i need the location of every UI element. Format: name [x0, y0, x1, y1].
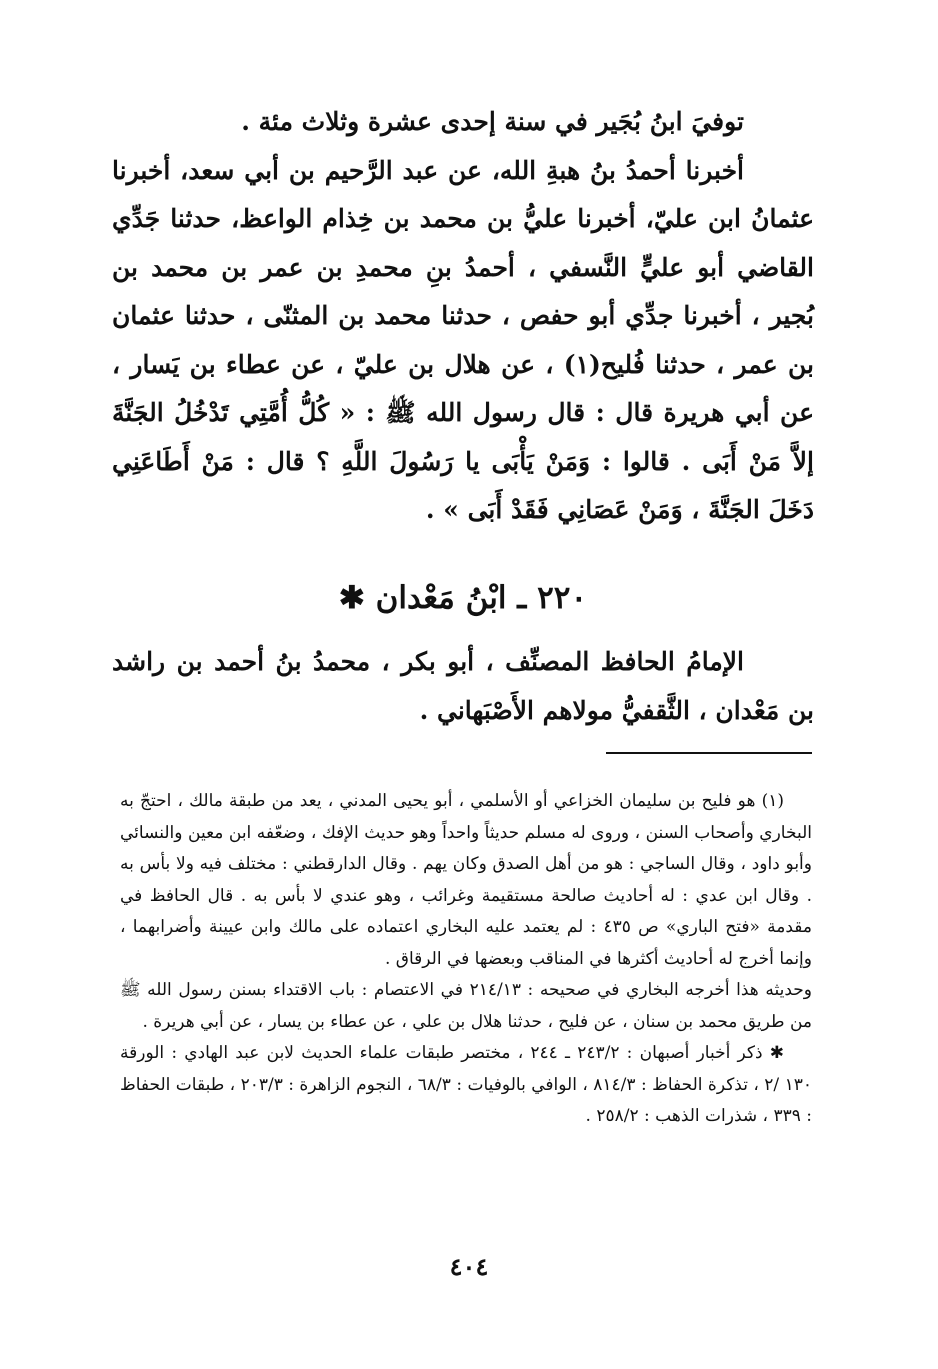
death-note-paragraph: توفيَ ابنُ بُجَير في سنة إحدى عشرة وثلاث مئة . [241, 107, 744, 136]
footnote-1-continuation: وحديثه هذا أخرجه البخاري في صحيحه : ٢١٤/١٣ في الاعتصام : باب الاقتداء بسنن رسول الله ﷺ من طريق محمد بن سنان ، عن فليح ، حدثنا هلال بن علي ، عن عطاء بن يسار ، عن أبي هريرة . [120, 980, 812, 1032]
main-text [112, 98, 814, 535]
section-heading: ٢٢٠ ـ ابْنُ مَعْدان ✱ [338, 580, 588, 616]
footnote-star-sources: ✱ ذكر أخبار أصبهان : ٢٤٣/٢ ـ ٢٤٤ ، مختصر طبقات علماء الحديث لابن عبد الهادي : الورقة ١٣٠ /٢ ، تذكرة الحفاظ : ٨١٤/٣ ، الوافي بالوفيات : ٦٨/٣ ، النجوم الزاهرة : ٢٠٣/٣ ، طبقات الحفاظ : ٣٣٩ ، شذرات الذهب : ٢٥٨/٢ . [120, 1043, 812, 1126]
biography-paragraph: الإمامُ الحافظ المصنِّف ، أبو بكر ، محمدُ بنُ أحمد بن راشد بن مَعْدان ، الثَّقفيُّ مولاهم الأَصْبَهاني . [112, 647, 814, 725]
hadith-paragraph: أخبرنا أحمدُ بنُ هبةِ الله، عن عبد الرَّحيم بن أبي سعد، أخبرنا عثمانُ ابن عليّ، أخبرنا عليُّ بن محمد بن خِذام الواعظ، حدثنا جَدِّي القاضي أبو عليٍّ النَّسفي ، أحمدُ بنِ محمدِ بن عمر بن محمد بن بُجير ، أخبرنا جدِّي أبو حفص ، حدثنا محمد بن المثنّى ، حدثنا عثمان بن عمر ، حدثنا فُليح(١) ، عن هلال بن عليّ ، عن عطاء بن يَسار ، عن أبي هريرة قال : قال رسول الله ﷺ : « كُلُّ أُمَّتِي تَدْخُلُ الجَنَّةَ إلاَّ مَنْ أَبَى . قالوا : وَمَنْ يَأْبَى يا رَسُولَ اللَّهِ ؟ قال : مَنْ أَطَاعَنِي دَخَلَ الجَنَّةَ ، وَمَنْ عَصَانِي فَقَدْ أَبَى » . [112, 155, 814, 524]
footnotes [120, 786, 812, 1133]
footnote-1: (١) هو فليح بن سليمان الخزاعي أو الأسلمي ، أبو يحيى المدني ، يعد من طبقة مالك ، احتجّ به البخاري وأصحاب السنن ، وروى له مسلم حديثاً واحداً وهو حديث الإفك ، وضعّفه ابن معين والنسائي وأبو داود ، وقال الساجي : هو من أهل الصدق وكان يهم . وقال الدارقطني : مختلف فيه ولا بأس به . وقال ابن عدي : له أحاديث صالحة مستقيمة وغرائب ، وهو عندي لا بأس به . قال الحافظ في مقدمة «فتح الباري» ص ٤٣٥ : لم يعتمد عليه البخاري اعتماده على مالك وابن عيينة وأضرابهما ، وإنما أخرج له أحاديث أكثرها في المناقب وبعضها في الرقاق . [120, 791, 812, 969]
page-number: ٤٠٤ [449, 1252, 489, 1281]
biography-text [112, 638, 814, 735]
footnote-divider [606, 752, 812, 754]
